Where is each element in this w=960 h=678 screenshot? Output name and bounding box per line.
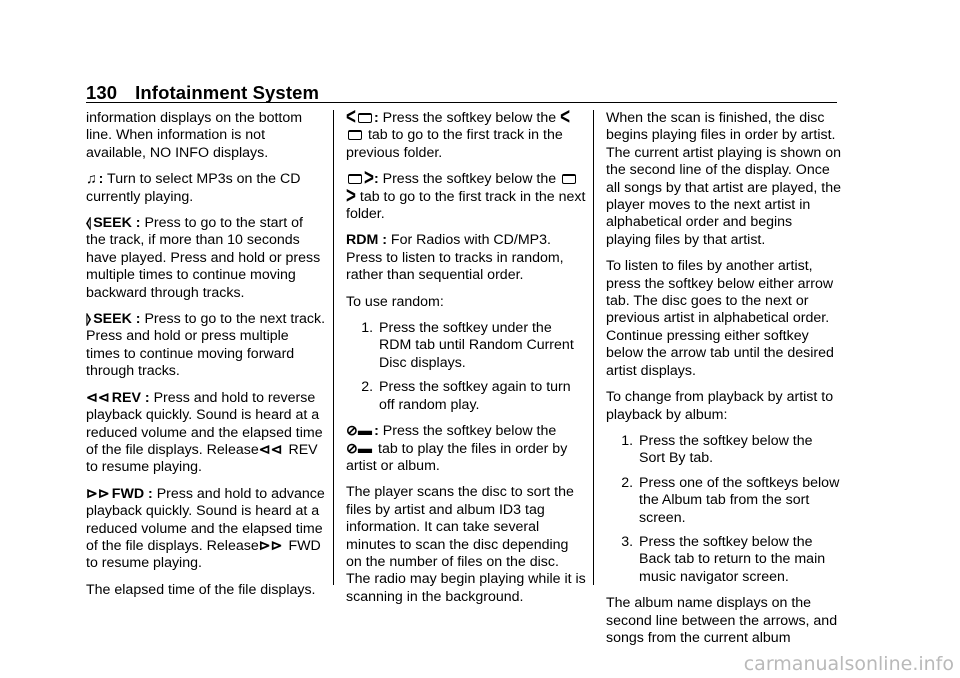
text: tab to go to the first track in the previous folder.	[346, 127, 563, 161]
text: FWD to resume playing.	[86, 537, 321, 572]
term: :	[373, 110, 379, 126]
album-steps-list	[606, 433, 841, 586]
column-divider	[593, 110, 594, 585]
term: FWD :	[111, 485, 153, 502]
term: RDM :	[346, 232, 387, 249]
chevron-left-icon: <	[346, 103, 356, 130]
text: Press to go to the next track. Press and hold or press multiple times to continue moving forward through tracks.	[86, 311, 326, 380]
text: Press and hold to reverse playback quickly. Sound is heard at a reduced volume and the elapsed time of the file displays. Release	[86, 389, 323, 458]
page-number: 130	[86, 82, 118, 103]
list-item: 3. Press the softkey below the Back tab to return to the main music navigator screen.	[637, 534, 841, 586]
text: Press to go to the start of the track, if more than 10 seconds have played. Press and hold or press multiple times to continue moving backward through tracks.	[86, 215, 321, 301]
text: Press the softkey below the	[378, 171, 557, 188]
text: For Radios with CD/MP3. Press to listen to tracks in random, rather than sequential order.	[346, 232, 564, 284]
paragraph	[346, 164, 586, 223]
text: Press the softkey below the	[378, 423, 557, 440]
seek-forward-icon: ⦊	[86, 311, 92, 328]
sort-icon: ⊘▬	[346, 440, 373, 457]
random-steps-list	[346, 320, 586, 414]
paragraph	[86, 311, 326, 381]
term: SEEK :	[93, 215, 141, 232]
list-item: 1. Press the softkey below the Sort By tab.	[637, 433, 841, 468]
term: :	[373, 171, 379, 188]
list-item: 2. Press the softkey again to turn off random play.	[377, 379, 586, 414]
text: Press and hold to advance playback quickly. Sound is heard at a reduced volume and the elapsed time of the file displays. Release	[86, 485, 325, 554]
text: tab to play the files in order by artist or album.	[346, 440, 568, 474]
text: Press the softkey below the	[378, 110, 557, 126]
paragraph: To change from playback by artist to playback by album:	[606, 389, 834, 423]
paragraph	[86, 390, 326, 477]
text: REV to resume playing.	[86, 441, 318, 476]
list-item: 1. Press the softkey under the RDM tab until Random Current Disc displays.	[377, 320, 586, 372]
paragraph: The elapsed time of the file displays.	[86, 581, 316, 598]
paragraph: The player scans the disc to sort the files by artist and album ID3 tag information. It can take several minutes to scan the disc depending on the number of files on the disc. The radio may begin playing while it is scanning in the background.	[346, 484, 586, 605]
text: tab to go to the first track in the next folder.	[346, 188, 586, 223]
header-rule	[86, 102, 837, 103]
paragraph	[86, 171, 326, 206]
fast-forward-icon: ⊳⊳	[258, 537, 283, 554]
term: REV :	[111, 389, 150, 406]
chevron-left-icon: <	[560, 103, 570, 130]
page-title: Infotainment System	[135, 82, 320, 103]
music-note-icon: ♫	[86, 171, 97, 188]
term: SEEK :	[93, 311, 141, 328]
column-divider	[333, 110, 334, 585]
page-header	[86, 82, 319, 104]
column-3	[606, 110, 841, 656]
sort-icon: ⊘▬	[346, 423, 373, 440]
paragraph: information displays on the bottom line. When information is not available, NO INFO displays.	[86, 110, 303, 161]
paragraph	[346, 423, 586, 475]
seek-back-icon: ⦉	[86, 215, 92, 232]
chevron-right-icon: >	[346, 182, 356, 208]
chevron-right-icon: >	[364, 164, 374, 191]
rewind-icon: ⊲⊲	[86, 389, 110, 406]
folder-icon	[562, 174, 576, 184]
paragraph: The album name displays on the second line between the arrows, and songs from the current album	[606, 595, 838, 646]
paragraph: When the scan is finished, the disc begins playing files in order by artist. The current artist playing is shown on the second line of the display. Once all songs by that artist are played, the player moves to the next artist in alphabetical order and begins playing files by that artist.	[606, 110, 842, 248]
paragraph	[86, 486, 326, 573]
term: :	[98, 171, 104, 188]
rewind-icon: ⊲⊲	[258, 441, 283, 458]
watermark: carmanualsonline.info	[743, 653, 954, 675]
paragraph	[346, 103, 586, 162]
fast-forward-icon: ⊳⊳	[86, 485, 110, 502]
column-1	[86, 110, 326, 608]
paragraph	[86, 215, 326, 302]
paragraph: To listen to files by another artist, press the softkey below either arrow tab. The disc goes to the next or previous artist in alphabetical order. Continue pressing either softkey below the arrow tab until the desired artist displays.	[606, 258, 834, 379]
column-2	[346, 103, 586, 615]
list-item: 2. Press one of the softkeys below the Album tab from the sort screen.	[637, 475, 841, 527]
text: Turn to select MP3s on the CD currently playing.	[86, 171, 301, 205]
paragraph: To use random:	[346, 293, 444, 310]
paragraph	[346, 232, 586, 284]
term: :	[374, 423, 379, 440]
folder-icon	[358, 113, 372, 123]
folder-icon	[348, 130, 362, 140]
